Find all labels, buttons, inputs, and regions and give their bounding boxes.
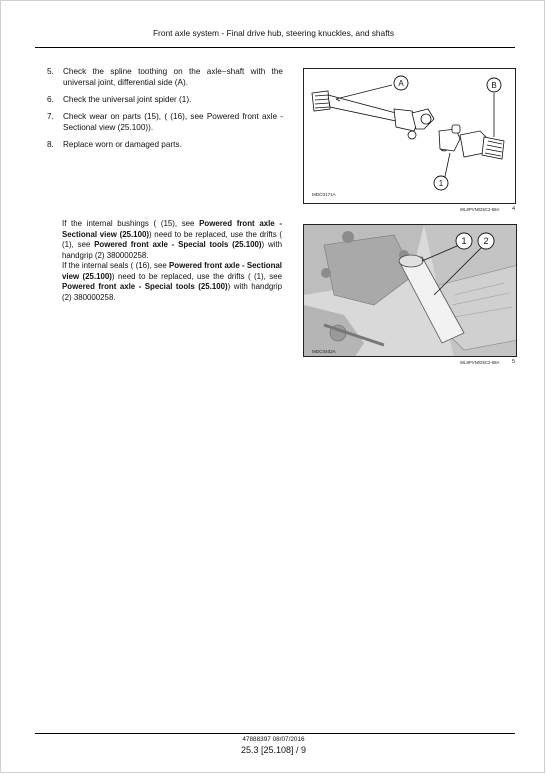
cross-reference-link[interactable]: Powered front axle - Sectional view (25.100) (62, 261, 282, 281)
text-run: If the internal bushings ( (15), see (62, 219, 200, 228)
step-number: 7. (47, 112, 54, 121)
step-item (47, 111, 283, 133)
step-text: Replace worn or damaged parts. (63, 140, 182, 149)
step-item (47, 94, 283, 105)
figure-reference: WL8PVN025C2-58A (460, 207, 500, 212)
page-header: Front axle system - Final drive hub, steering knuckles, and shafts (152, 28, 395, 38)
drift-photo-drawing (304, 225, 517, 357)
callout-1-label: 1 (438, 179, 444, 188)
figure-reference: WL8PVN025C2-58A (460, 360, 500, 365)
bushing-seal-instructions (62, 219, 282, 303)
procedure-steps (47, 66, 283, 156)
figure-drift-photo (303, 224, 517, 357)
figure-axle-shaft-illustration (303, 68, 516, 204)
step-number: 5. (47, 67, 54, 76)
step-item (47, 139, 283, 150)
step-text: Check the universal joint spider (1). (63, 95, 192, 104)
cross-reference-link[interactable]: Powered front axle - Special tools (25.100) (94, 240, 262, 249)
callout-2-label: 2 (483, 236, 489, 246)
figure-number: 5 (512, 359, 516, 365)
cross-reference-link[interactable]: Powered front axle - Special tools (25.100) (62, 282, 228, 291)
figure-code: MDC0402A (312, 349, 336, 354)
text-run: If the internal seals ( (16), see (62, 261, 170, 270)
step-number: 8. (47, 140, 54, 149)
text-run: ) need to be replaced, use the drifts ( (1), see (111, 271, 282, 281)
step-text: Check wear on parts (15), ( (16), see Powered front axle - Sectional view (25.100)). (63, 112, 283, 132)
bushing-paragraph (62, 219, 282, 261)
callout-b-label: B (491, 81, 497, 90)
callout-1-label: 1 (461, 236, 467, 246)
step-text: Check the spline toothing on the axle−shaft with the universal joint, differential side (A). (63, 67, 283, 87)
axle-shaft-drawing (304, 69, 516, 204)
step-item (47, 66, 283, 88)
footer-document-id: 47888397 08/07/2016 (242, 736, 305, 743)
header-rule (35, 47, 515, 48)
figure-number: 4 (512, 206, 516, 212)
footer-page-number: 25.3 [25.108] / 9 (240, 745, 307, 755)
text-run: ) with handgrip (2) 380000258. (62, 282, 282, 302)
step-number: 6. (47, 95, 54, 104)
text-run: ) need to be replaced, use the drifts ( (1), see (62, 229, 282, 249)
cross-reference-link[interactable]: Powered front axle - Sectional view (25.100) (62, 219, 282, 239)
text-run: ) with handgrip (2) 380000258. (62, 240, 282, 260)
footer-rule (35, 733, 515, 734)
callout-a-label: A (398, 79, 404, 88)
seal-paragraph (62, 261, 282, 303)
figure-code: MDC0171A (312, 192, 336, 197)
